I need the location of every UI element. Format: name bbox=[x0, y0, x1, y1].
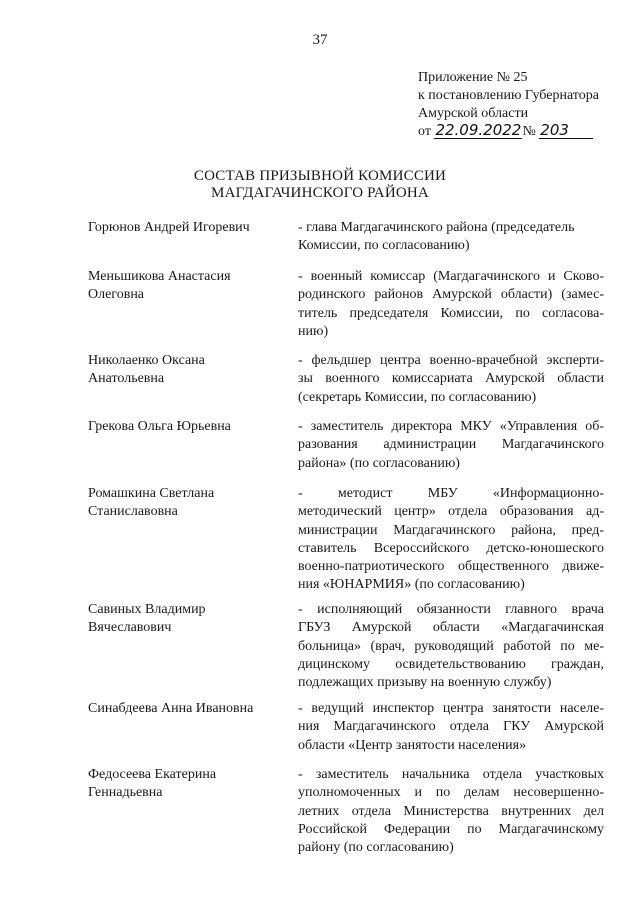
role-line: - методист МБУ «Информационно- bbox=[298, 486, 604, 501]
member-name bbox=[88, 418, 288, 436]
member-role bbox=[298, 700, 604, 755]
role-line: - военный комиссар (Магдагачинского и Сково- bbox=[298, 269, 604, 284]
role-line: зы военного комиссариата Амурской области bbox=[298, 371, 604, 387]
member-role bbox=[298, 219, 604, 256]
name-line: Федосеева Екатерина bbox=[88, 767, 217, 782]
page-number: 37 bbox=[312, 32, 328, 48]
role-line: - фельдшер центра военно-врачебной эксперти- bbox=[298, 353, 604, 368]
member-name bbox=[88, 766, 288, 803]
role-line: - глава Магдагачинского района (председатель bbox=[298, 220, 575, 235]
role-line: (секретарь Комиссии, по согласованию) bbox=[298, 389, 537, 405]
role-line: району (по согласованию) bbox=[298, 840, 454, 856]
role-line: ния Магдагачинского отдела ГКУ Амурской bbox=[298, 719, 604, 735]
role-line: методический центр» отдела образования ад- bbox=[298, 504, 604, 520]
role-line: разования администрации Магдагачинского bbox=[298, 437, 604, 453]
document-title bbox=[0, 168, 640, 202]
title-line: МАГДАГАЧИНСКОГО РАЙОНА bbox=[211, 185, 429, 201]
role-line: ния «ЮНАРМИЯ» (по согласованию) bbox=[298, 577, 525, 593]
name-line: Ромашкина Светлана bbox=[88, 486, 215, 501]
appendix-line: Амурской области bbox=[418, 106, 529, 121]
role-line: - заместитель начальника отдела участковых bbox=[298, 767, 604, 782]
role-line: летних отдела Министерства внутренних дел bbox=[298, 803, 604, 819]
role-line: ГБУЗ Амурской области «Магдагачинская bbox=[298, 620, 604, 636]
member-name bbox=[88, 219, 288, 237]
member-name bbox=[88, 700, 288, 718]
number-label: № bbox=[522, 124, 536, 139]
role-line: района» (по согласованию) bbox=[298, 455, 460, 471]
member-name bbox=[88, 268, 288, 305]
role-line: Российской Федерации по Магдагачинскому bbox=[298, 821, 604, 837]
role-line: нию) bbox=[298, 323, 329, 339]
role-line: дицинскому освидетельствованию граждан, bbox=[298, 656, 604, 672]
name-line: Грекова Ольга Юрьевна bbox=[88, 419, 231, 434]
name-line: Вячеславович bbox=[88, 620, 172, 636]
role-line: военно-патриотического общественного движе- bbox=[298, 559, 604, 575]
name-line: Меньшикова Анастасия bbox=[88, 269, 231, 284]
role-line: министрации Магдагачинского района, пред- bbox=[298, 522, 604, 538]
member-role bbox=[298, 766, 604, 857]
name-line: Анатольевна bbox=[88, 371, 165, 387]
role-line: - ведущий инспектор центра занятости населе- bbox=[298, 701, 604, 716]
date-prefix: от bbox=[418, 124, 431, 139]
appendix-date-line bbox=[418, 123, 630, 141]
name-line: Станиславовна bbox=[88, 504, 178, 520]
role-line: области «Центр занятости населения» bbox=[298, 737, 527, 753]
handwritten-date: 22.09.2022 bbox=[435, 121, 522, 139]
role-line: ставитель Всероссийского детско-юношеского bbox=[298, 540, 604, 556]
role-line: подлежащих призыву на военную службу) bbox=[298, 675, 552, 691]
role-line: Комиссии, по согласованию) bbox=[298, 238, 470, 254]
handwritten-number: 203 bbox=[539, 123, 593, 139]
member-role bbox=[298, 268, 604, 341]
name-line: Савиных Владимир bbox=[88, 602, 206, 617]
name-line: Синабдеева Анна Ивановна bbox=[88, 701, 254, 716]
name-line: Николаенко Оксана bbox=[88, 353, 205, 368]
role-line: уполномоченных и по делам несовершенно- bbox=[298, 785, 604, 801]
member-role bbox=[298, 485, 604, 595]
appendix-block bbox=[418, 69, 630, 141]
role-line: больница» (врач, руководящий работой по ме- bbox=[298, 638, 604, 654]
title-line: СОСТАВ ПРИЗЫВНОЙ КОМИССИИ bbox=[193, 168, 447, 184]
name-line: Горюнов Андрей Игоревич bbox=[88, 220, 250, 235]
name-line: Олеговна bbox=[88, 287, 145, 303]
member-role bbox=[298, 418, 604, 473]
role-line: - заместитель директора МКУ «Управления об- bbox=[298, 419, 604, 434]
member-role bbox=[298, 601, 604, 692]
role-line: родинского районов Амурской области) (замес- bbox=[298, 287, 604, 303]
name-line: Геннадьевна bbox=[88, 785, 163, 801]
role-line: - исполняющий обязанности главного врача bbox=[298, 602, 604, 617]
appendix-line: Приложение № 25 bbox=[418, 70, 528, 85]
appendix-line: к постановлению Губернатора bbox=[418, 88, 599, 103]
member-name bbox=[88, 352, 288, 389]
member-name bbox=[88, 485, 288, 522]
role-line: титель председателя Комиссии, по согласова- bbox=[298, 305, 604, 321]
member-role bbox=[298, 352, 604, 407]
member-name bbox=[88, 601, 288, 638]
